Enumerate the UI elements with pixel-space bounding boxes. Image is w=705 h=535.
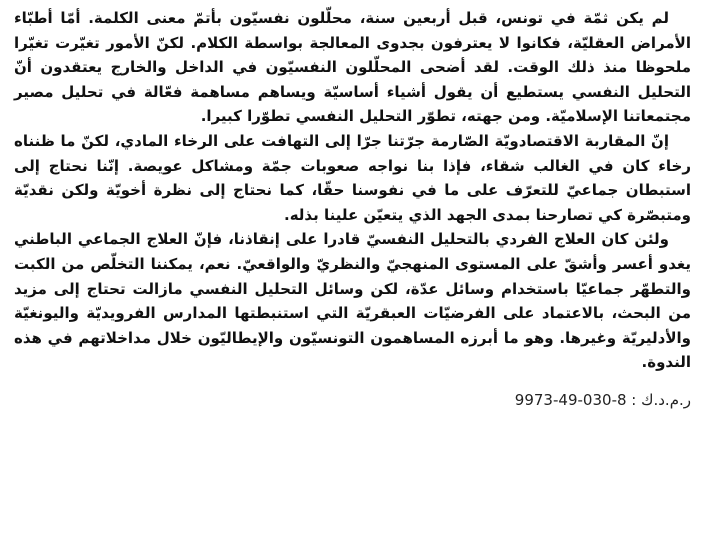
- paragraph-1: لم يكن ثمّة في تونس، قبل أربعين سنة، محلّلون نفسيّون بأتمّ معنى الكلمة. أمّا أطبّاء الأمراض العقليّة، فكانوا لا يعترفون بجدوى المعالجة بواسطة الكلام. لكنّ الأمور تغيّرت تغيّرا ملحوظا منذ ذلك الوقت. لقد أضحى المحلّلون النفسيّون في الداخل والخارج يعتقدون أنّ التحليل النفسي يستطيع أن يقول أشياء أساسيّة ويساهم مساهمة فعّالة في تحليل مصير مجتمعاتنا الإسلاميّة. ومن جهته، تطوّر التحليل النفسي تطوّرا كبيرا.: [14, 9, 691, 126]
- isbn-line: ر.م.د.ك : 8-030-49-9973: [514, 390, 691, 409]
- paragraph-2: إنّ المقاربة الاقتصادويّة الصّارمة جرّتنا جرّا إلى التهافت على الرخاء المادي، لكنّ ما ظنناه رخاء كان في الغالب شقاء، فإذا بنا نواجه صعوبات جمّة ومشاكل عويصة. إنّنا نحتاج إلى استبطان جماعيّ للتعرّف على ما في نفوسنا حقّا، كما نحتاج إلى نظرة أخويّة ولكن نقديّة ومتبصّرة كي تصارحنا بمدى الجهد الذي يتعيّن علينا بذله.: [14, 131, 691, 224]
- paragraph-3: ولئن كان العلاج الفردي بالتحليل النفسيّ قادرا على إنقاذنا، فإنّ العلاج الجماعي الباطني يغدو أعسر وأشقّ على المستوى المنهجيّ والنظريّ والواقعيّ. نعم، يمكننا التخلّص من الكبت والتطهّر جماعيّا باستخدام وسائل عدّة، لكن وسائل التحليل النفسي مازالت تحتاج إلى مزيد من البحث، بالاعتماد على الفرضيّات العبقريّة التي استنبطتها المدارس الفرويديّة واليونغيّة والأدليريّة وغيرها. وهو ما أبرزه المساهمون التونسيّون والإيطاليّون خلال مداخلاتهم في هذه الندوة.: [14, 230, 691, 372]
